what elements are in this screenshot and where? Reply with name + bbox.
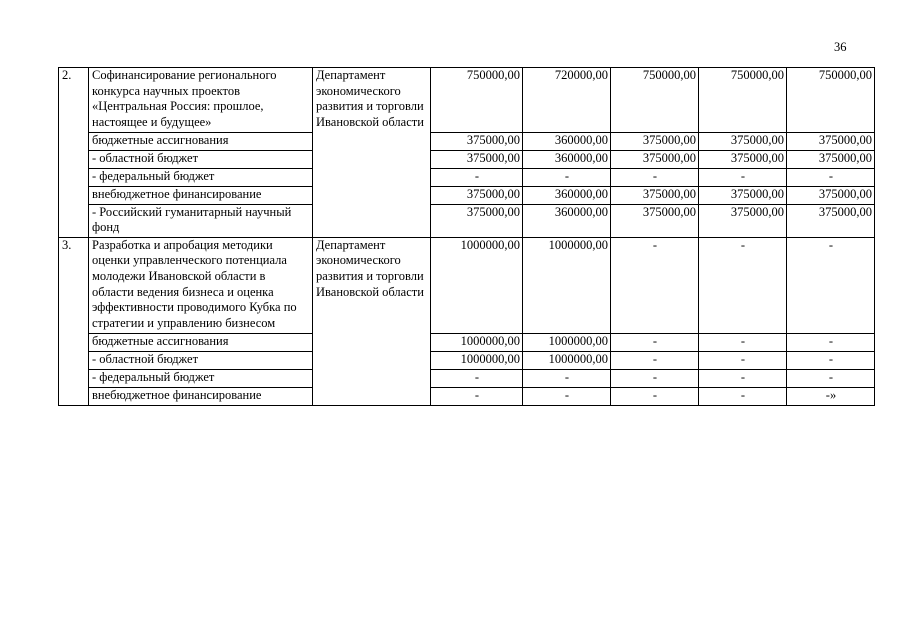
cell-value: - (611, 351, 699, 369)
cell-value: - (431, 369, 523, 387)
item-number: 3. (59, 237, 89, 405)
cell-value: 375000,00 (611, 150, 699, 168)
table-row (59, 333, 875, 351)
cell-value: 1000000,00 (431, 351, 523, 369)
total-value: - (611, 237, 699, 333)
cell-value: 360000,00 (523, 150, 611, 168)
cell-value: 375000,00 (699, 150, 787, 168)
row-label: - областной бюджет (89, 351, 313, 369)
row-label: внебюджетное финансирование (89, 186, 313, 204)
row-label: - Российский гуманитарный научный фонд (89, 204, 313, 237)
item-title: Софинансирование регионального конкурса научных проектов «Центральная Россия: прошлое, настоящее и будущее» (89, 68, 313, 133)
table-row (59, 150, 875, 168)
row-label: бюджетные ассигнования (89, 132, 313, 150)
cell-value: 375000,00 (431, 186, 523, 204)
total-value: 720000,00 (523, 68, 611, 133)
table-row (59, 204, 875, 237)
total-value: 1000000,00 (523, 237, 611, 333)
cell-value: - (611, 168, 699, 186)
table-row (59, 132, 875, 150)
total-value: - (699, 237, 787, 333)
cell-value: 360000,00 (523, 132, 611, 150)
cell-value: 375000,00 (431, 132, 523, 150)
cell-value: - (787, 168, 875, 186)
cell-value: - (523, 369, 611, 387)
cell-value: - (523, 168, 611, 186)
table-row (59, 68, 875, 133)
cell-value: - (431, 168, 523, 186)
cell-value: - (611, 333, 699, 351)
cell-value: 375000,00 (431, 150, 523, 168)
total-value: 750000,00 (699, 68, 787, 133)
cell-value: 375000,00 (699, 132, 787, 150)
cell-value: - (699, 333, 787, 351)
cell-value: 1000000,00 (523, 333, 611, 351)
cell-value: -» (787, 387, 875, 405)
cell-value: 375000,00 (699, 204, 787, 237)
table-row (59, 351, 875, 369)
cell-value: 1000000,00 (523, 351, 611, 369)
item-department: Департамент экономического развития и торговли Ивановской области (313, 68, 431, 238)
cell-value: - (699, 168, 787, 186)
table-row (59, 369, 875, 387)
item-department: Департамент экономического развития и торговли Ивановской области (313, 237, 431, 405)
table-row (59, 186, 875, 204)
row-label: - федеральный бюджет (89, 168, 313, 186)
cell-value: - (787, 369, 875, 387)
cell-value: - (699, 351, 787, 369)
cell-value: 375000,00 (699, 186, 787, 204)
budget-table (58, 67, 875, 406)
page-number: 36 (834, 40, 847, 54)
total-value: 1000000,00 (431, 237, 523, 333)
cell-value: - (611, 369, 699, 387)
cell-value: 360000,00 (523, 204, 611, 237)
cell-value: 375000,00 (787, 150, 875, 168)
total-value: - (787, 237, 875, 333)
row-label: внебюджетное финансирование (89, 387, 313, 405)
table-row (59, 237, 875, 333)
row-label: - областной бюджет (89, 150, 313, 168)
table-row (59, 387, 875, 405)
item-number: 2. (59, 68, 89, 238)
cell-value: - (699, 387, 787, 405)
cell-value: - (523, 387, 611, 405)
total-value: 750000,00 (431, 68, 523, 133)
cell-value: - (611, 387, 699, 405)
cell-value: 375000,00 (787, 186, 875, 204)
cell-value: - (699, 369, 787, 387)
cell-value: 375000,00 (787, 204, 875, 237)
cell-value: - (431, 387, 523, 405)
cell-value: 360000,00 (523, 186, 611, 204)
row-label: - федеральный бюджет (89, 369, 313, 387)
cell-value: 375000,00 (611, 132, 699, 150)
table-row (59, 168, 875, 186)
cell-value: 375000,00 (431, 204, 523, 237)
total-value: 750000,00 (787, 68, 875, 133)
cell-value: 375000,00 (787, 132, 875, 150)
cell-value: 1000000,00 (431, 333, 523, 351)
cell-value: - (787, 333, 875, 351)
cell-value: - (787, 351, 875, 369)
cell-value: 375000,00 (611, 186, 699, 204)
item-title: Разработка и апробация методики оценки управленческого потенциала молодежи Ивановской области в области ведения бизнеса и оценка эффективности проводимого Кубка по стратегии и управлению бизнесом (89, 237, 313, 333)
total-value: 750000,00 (611, 68, 699, 133)
cell-value: 375000,00 (611, 204, 699, 237)
row-label: бюджетные ассигнования (89, 333, 313, 351)
